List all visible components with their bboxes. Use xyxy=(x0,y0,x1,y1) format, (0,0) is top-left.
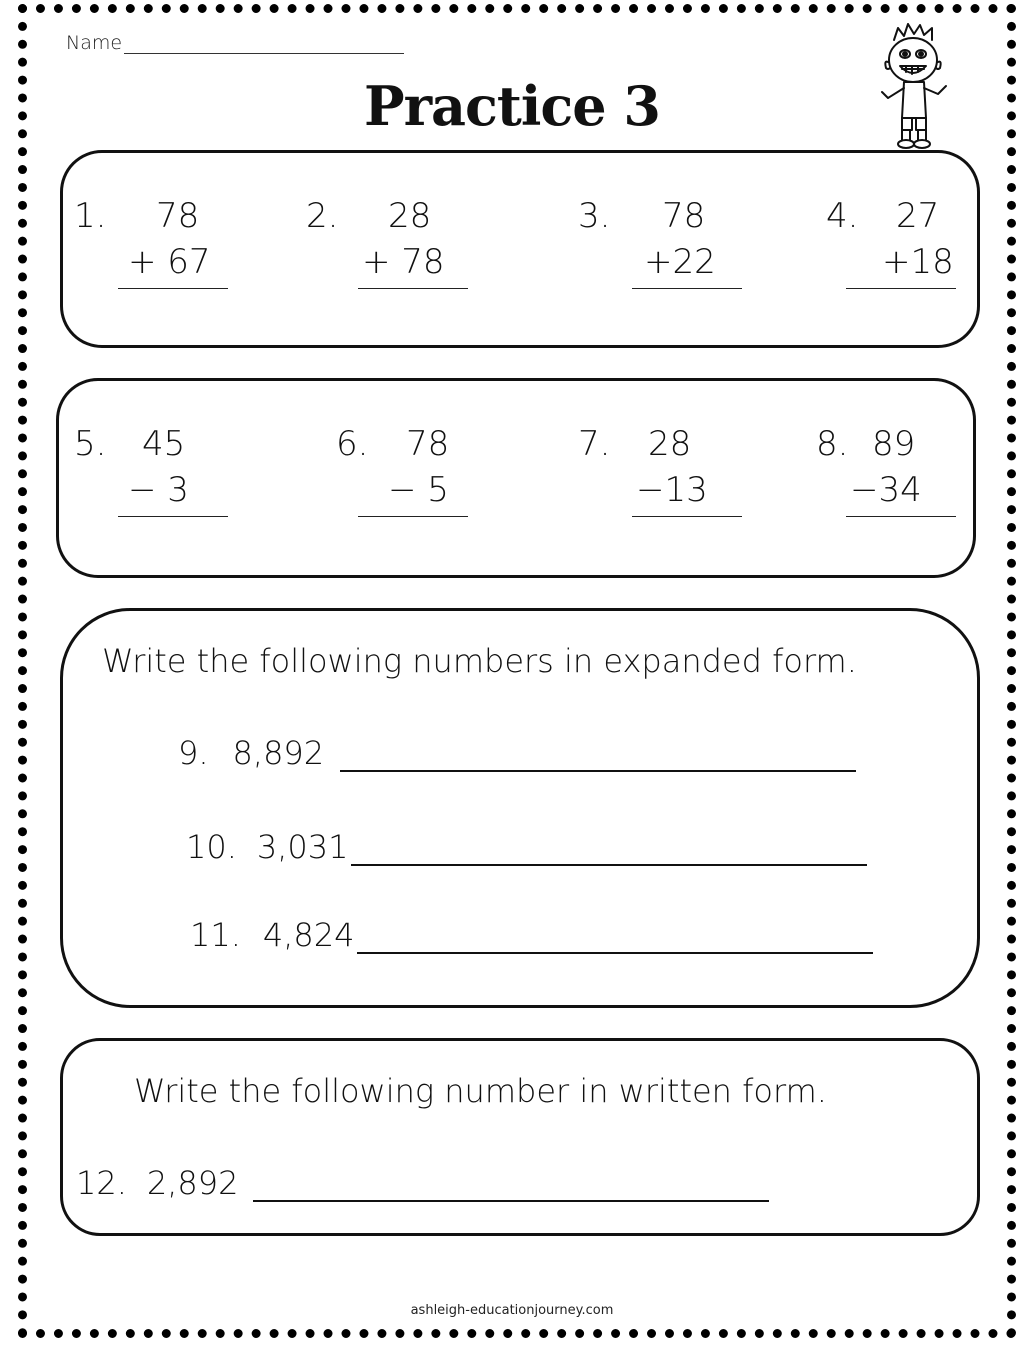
footer-credit: ashleigh-educationjourney.com xyxy=(410,1303,614,1318)
problem-bottom-number: +18 xyxy=(882,242,954,282)
problem-bottom-number: + 78 xyxy=(362,242,445,282)
name-label: Name xyxy=(66,32,123,54)
answer-line[interactable] xyxy=(358,288,468,289)
item-number: 10. xyxy=(186,828,237,866)
name-blank-line[interactable] xyxy=(124,35,404,54)
problem-top-number: 78 xyxy=(156,196,200,236)
problem-number: 3. xyxy=(578,196,611,236)
name-field[interactable] xyxy=(66,32,404,54)
answer-line[interactable] xyxy=(632,516,742,517)
item-value: 3,031 xyxy=(256,828,349,866)
written-item-12 xyxy=(76,1164,769,1202)
problem-bottom-number: − 3 xyxy=(128,470,189,510)
item-number: 9. xyxy=(178,734,209,772)
answer-line[interactable] xyxy=(340,742,856,772)
problem-number: 6. xyxy=(336,424,369,464)
expanded-item-11 xyxy=(190,916,873,954)
written-form-instruction: Write the following number in written form. xyxy=(134,1072,827,1110)
item-number: 11. xyxy=(190,916,241,954)
item-value: 2,892 xyxy=(146,1164,239,1202)
expanded-form-instruction: Write the following numbers in expanded form. xyxy=(102,642,857,680)
subtraction-problems-box xyxy=(56,378,976,578)
cartoon-boy-icon xyxy=(876,22,954,150)
answer-line[interactable] xyxy=(846,288,956,289)
problem-number: 5. xyxy=(74,424,107,464)
answer-line[interactable] xyxy=(351,836,867,866)
written-form-box xyxy=(60,1038,980,1236)
item-value: 4,824 xyxy=(262,916,355,954)
expanded-item-10 xyxy=(186,828,867,866)
item-value: 8,892 xyxy=(232,734,325,772)
answer-line[interactable] xyxy=(118,288,228,289)
answer-line[interactable] xyxy=(357,924,873,954)
problem-number: 4. xyxy=(826,196,859,236)
answer-line[interactable] xyxy=(846,516,956,517)
problem-number: 1. xyxy=(74,196,107,236)
page-title: Practice 3 xyxy=(364,74,660,138)
problem-top-number: 27 xyxy=(896,196,940,236)
answer-line[interactable] xyxy=(118,516,228,517)
item-number: 12. xyxy=(76,1164,127,1202)
expanded-item-9 xyxy=(178,734,856,772)
problem-top-number: 28 xyxy=(648,424,692,464)
problem-top-number: 28 xyxy=(388,196,432,236)
problem-bottom-number: −13 xyxy=(636,470,708,510)
problem-number: 2. xyxy=(306,196,339,236)
problem-bottom-number: − 5 xyxy=(388,470,449,510)
answer-line[interactable] xyxy=(632,288,742,289)
problem-bottom-number: −34 xyxy=(850,470,922,510)
problem-top-number: 45 xyxy=(142,424,186,464)
problem-bottom-number: +22 xyxy=(644,242,716,282)
problem-number: 7. xyxy=(578,424,611,464)
problem-top-number: 78 xyxy=(406,424,450,464)
answer-line[interactable] xyxy=(358,516,468,517)
problem-top-number: 89 xyxy=(872,424,916,464)
answer-line[interactable] xyxy=(253,1172,769,1202)
problem-bottom-number: + 67 xyxy=(128,242,211,282)
problem-number: 8. xyxy=(816,424,849,464)
problem-top-number: 78 xyxy=(662,196,706,236)
